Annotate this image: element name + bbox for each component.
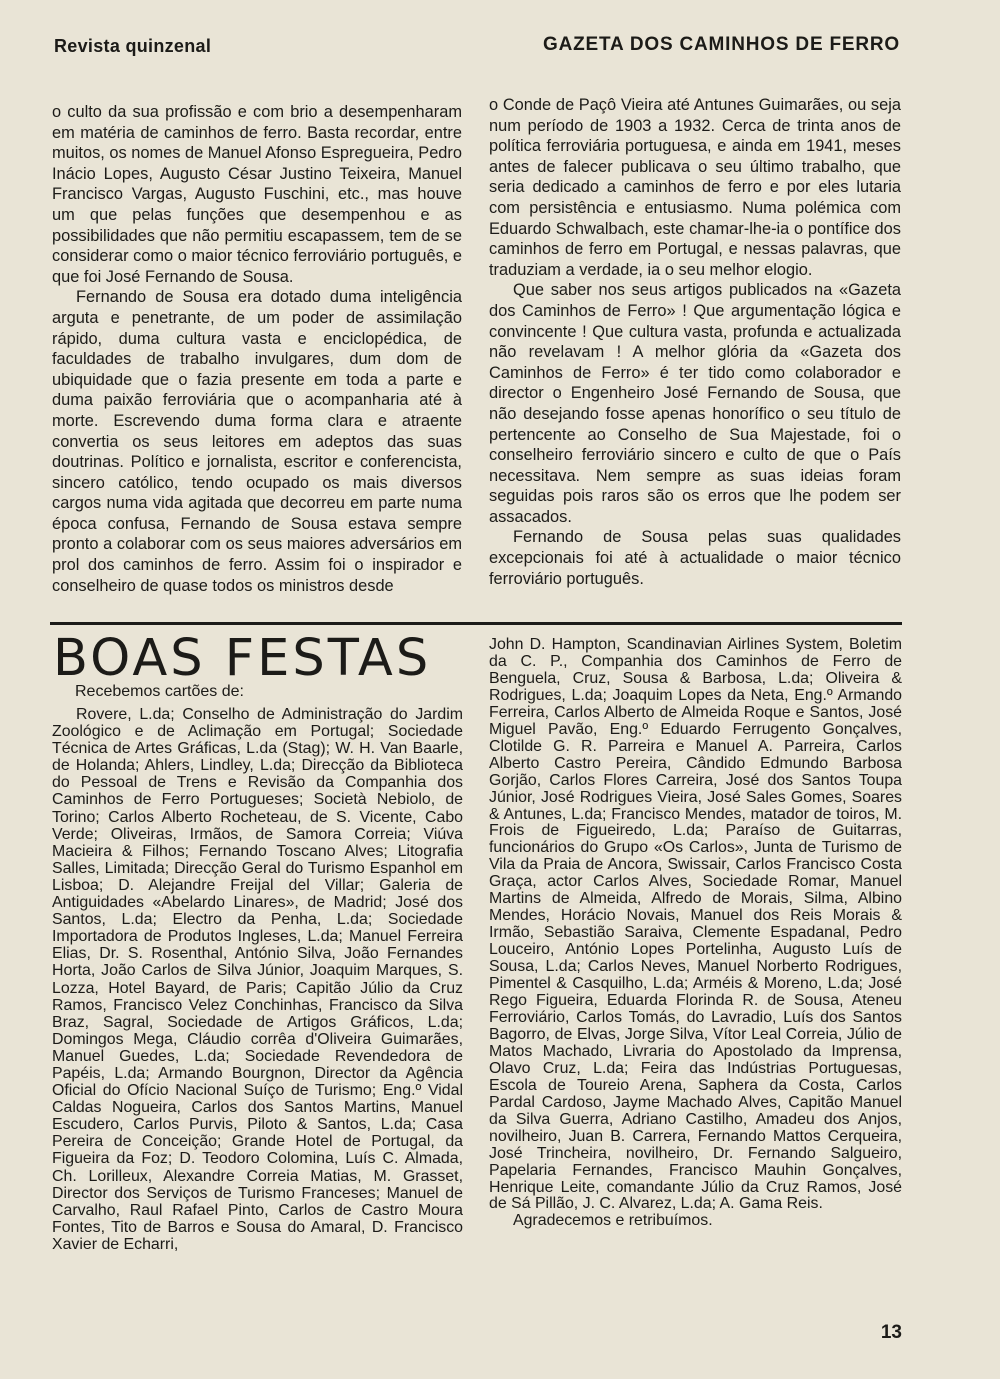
greetings-right-column — [489, 637, 902, 1230]
greetings-closing: Agradecemos e retribuímos. — [513, 1212, 713, 1230]
greetings-list-text: John D. Hampton, Scandinavian Airlines System, Boletim da C. P., Companhia dos Caminhos de Ferro de Benguela, Cruz, Sousa & Barbosa, L.da; Oliveira & Rodrigues, L.da; Joaquim Lopes da Neta, Eng.º Armando Ferreira, Carlos Alberto de Almeida Roque e Santos, José Miguel Pavão, Eng.º Eduardo Ferrugento Gonçalves, Clotilde G. R. Parreira e Manuel A. Parreira, Carlos Alberto Castro Pereira, Cândido Edmundo Barbosa Gorjão, Carlos Flores Carreira, José dos Santos Toupa Júnior, José Rodrigues Vieira, José Sales Gomes, Soares & Antunes, L.da; Francisco Mendes, matador de toiros, M. Frois de Figueiredo, L.da; Paraíso de Guitarras, funcionários do Grupo «Os Carlos», Junta de Turismo de Vila da Praia de Ancora, Swissair, Carlos Francisco Costa Graça, actor Carlos Alves, Sociedade Romar, Manuel Martins de Almeida, Alfredo de Morais, Silma, Albino Mendes, Horácio Novais, Manuel dos Reis Morais & Irmão, Sebastião Saraiva, Clemente Espadanal, Pedro Louceiro, António Lopes Portelinha, Augusto Luís de Sousa, L.da; Carlos Neves, Manuel Norberto Rodrigues, Pimentel & Casquilho, L.da; Arméis & Moreno, L.da; José Rego Figueira, Eduarda Florinda R. de Sousa, Ateneu Ferroviário, Carlos Tomás, do Lavradio, Luís dos Santos Bagorro, de Elvas, Jorge Silva, Vítor Leal Correia, Júlio de Matos Machado, Livraria do Apostolado da Imprensa, Olavo Cruz, L.da; Feira das Indústrias Portuguesas, Escola de Toureio Arena, Saphera da Costa, Carlos Pardal Cardoso, Jayme Machado Alves, Capitão Manuel da Silva Guerra, Adriano Castilho, Amadeu dos Anjos, novilheiro, Juan B. Carrera, Fernando Mattos Cerqueira, José Trincheira, novilheiro, Dr. Fernando Salgueiro, Papelaria Fernandes, Francisco Mauhin Gonçalves, Henrique Leite, comandante Júlio da Cruz Ramos, José de Sá Pillão, J. C. Alvarez, L.da; A. Gama Reis. — [489, 636, 902, 1213]
article-paragraph: o culto da sua profissão e com brio a desempenharam em matéria de caminhos de ferro. Basta recordar, entre muitos, os nomes de Manuel Afonso Espregueira, Pedro Inácio Lopes, Augusto César Justino Teixeira, Manuel Francisco Vargas, Augusto Fuschini, etc., mas houve um que pelas funções que desempenhou e as possibilidades que não permitiu escapassem, tem de se considerar como o maior técnico ferroviário português, e que foi José Fernando de Sousa. — [52, 103, 462, 286]
header-title: GAZETA DOS CAMINHOS DE FERRO — [542, 34, 900, 55]
section-divider — [50, 622, 902, 625]
article-right-column — [489, 95, 901, 589]
article-paragraph: o Conde de Paçô Vieira até Antunes Guimarães, ou seja num período de 1903 a 1932. Cerca de trinta anos de política ferroviária portuguesa, e ainda em 1941, meses antes de falecer publicava o seu último trabalho, que seria dedicado a caminhos de ferro e por eles lutaria com persistência e entusiasmo. Numa polémica com Eduardo Schwalbach, este chamar-lhe-ia o pontífice dos caminhos de ferro em Portugal, e nessas palavras, que traduziam a verdade, ia o seu melhor elogio. — [489, 96, 901, 279]
section-intro: Recebemos cartões de: — [75, 683, 244, 700]
header-left: Revista quinzenal — [54, 36, 212, 56]
article-left-column — [52, 102, 462, 596]
greetings-left-column — [52, 706, 463, 1253]
article-paragraph: Que saber nos seus artigos publicados na «Gazeta dos Caminhos de Ferro» ! Que argumentação lógica e convincente ! Que cultura vasta, profunda e actualizada não revelavam ! A melhor glória da «Gazeta dos Caminhos de Ferro» é ter tido como colaborador e director o Engenheiro José Fernando de Sousa, que não desejando fosse apenas honorífico o seu título de pertencente ao Conselho de Sua Majestade, foi o conselheiro ferroviário sincero e culto de que o País necessitava. Nem sempre as suas ideias foram seguidas pois raros são os erros que lhe podem ser assacados. — [489, 281, 901, 526]
section-title: BOAS FESTAS — [53, 629, 432, 688]
greetings-list-text: Rovere, L.da; Conselho de Administração do Jardim Zoológico e de Aclimação em Portugal; Sociedade Técnica de Artes Gráficas, L.da (Stag); W. H. Van Baarle, de Holanda; Ahlers, Lindley, L.da; Direcção da Biblioteca do Pessoal de Trens e Revisão da Companhia dos Caminhos de Ferro Portugueses; Società Nebiolo, de Torino; Carlos Alberto Rocheteau, de S. Vicente, Cabo Verde; Oliveiras, Irmãos, de Samora Correia; Viúva Macieira & Filhos; Fernando Toscano Alves; Litografia Salles, Limitada; Direcção Geral do Turismo Espanhol em Lisboa; D. Alejandre Freijal del Villar; Galeria de Antiguidades «Abelardo Linares», de Madrid; José dos Santos, L.da; Electro da Penha, L.da; Sociedade Importadora de Produtos Ingleses, L.da; Manuel Ferreira Elias, Dr. S. Rosenthal, António Silva, João Fernandes Horta, João Carlos de Silva Júnior, Joaquim Marques, S. Lozza, Hotel Bayard, de Paris; Capitão Júlio da Cruz Ramos, Francisco Velez Conchinhas, Francisco da Silva Braz, Sagral, Sociedade de Artigos Gráficos, L.da; Domingos Mega, Cláudio corrêa d'Oliveira Guimarães, Manuel Guedes, L.da; Sociedade Revendedora de Papéis, L.da; Armando Bourgnon, Director da Agência Oficial do Ofício Nacional Suíço de Turismo; Eng.º Vidal Caldas Nogueira, Carlos dos Santos Martins, Manuel Escudero, Carlos Purvis, Piloto & Santos, L.da; Casa Pereira de Conceição; Grande Hotel de Portugal, da Figueira da Foz; D. Teodoro Colomina, Luís C. Almada, Ch. Lorilleux, Alexandre Correia Matias, M. Grasset, Director dos Serviços de Turismo Franceses; Manuel de Carvalho, Raul Rafael Pinto, Carlos de Castro Moura Fontes, Tito de Barros e Sousa do Amaral, D. Francisco Xavier de Echarri, — [52, 706, 463, 1253]
article-paragraph: Fernando de Sousa pelas suas qualidades excepcionais foi até à actualidade o maior técnico ferroviário português. — [489, 528, 901, 588]
article-paragraph: Fernando de Sousa era dotado duma inteligência arguta e penetrante, de um poder de assimilação rápido, duma cultura vasta e enciclopédica, de faculdades de trabalho invulgares, dum dom de ubiquidade que o fazia presente em toda a parte e duma paixão ferroviária que o acompanharia até à morte. Escrevendo duma forma clara e atraente convertia os seus leitores em adeptos das suas doutrinas. Político e jornalista, escritor e conferencista, sincero católico, tendo ocupado os mais diversos cargos numa vida agitada que decorreu em parte numa época confusa, Fernando de Sousa estava sempre pronto a colaborar com os seus maiores adversários em prol dos caminhos de ferro. Assim foi o inspirador e conselheiro de quase todos os ministros desde — [52, 288, 462, 595]
page-number: 13 — [880, 1322, 902, 1343]
